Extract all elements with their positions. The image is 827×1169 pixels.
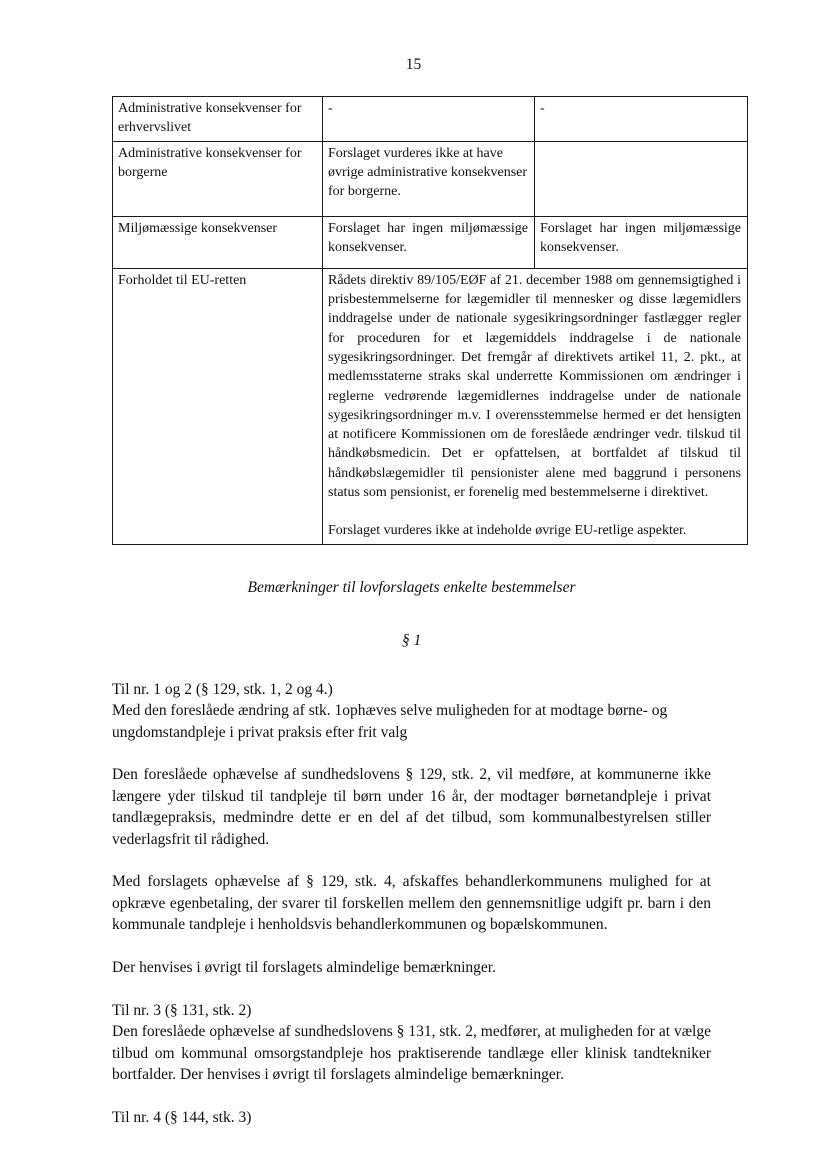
row-value-cell: Forslaget vurderes ikke at have øvrige administrative konsekvenser for borgerne. — [323, 141, 535, 216]
row-label-cell: Miljømæssige konsekvenser — [113, 216, 323, 268]
block-heading: Til nr. 4 (§ 144, stk. 3) — [112, 1108, 252, 1126]
body-text — [112, 679, 711, 1129]
section-title: Bemærkninger til lovforslagets enkelte bestemmelser — [247, 578, 576, 596]
page-number: 15 — [405, 56, 422, 73]
row-value-cell — [535, 141, 748, 216]
paragraph: Med den foreslåede ændring af stk. 1ophæves selve muligheden for at modtage børne- og ungdomstandpleje i privat praksis efter frit valg — [112, 702, 668, 741]
row-merged-value-cell — [323, 268, 748, 544]
paragraph: Den foreslåede ophævelse af sundhedslovens § 129, stk. 2, vil medføre, at kommunerne ikke længere yder tilskud til tandpleje til børn under 16 år, der modtager børnetandpleje i privat tandlægepraksis, medmindre dette er en del af det tilbud, som kommunalbestyrelsen stiller vederlagsfrit til rådighed. — [112, 766, 711, 848]
block-heading: Til nr. 3 (§ 131, stk. 2) — [112, 1001, 252, 1019]
row-value-cell: Forslaget har ingen miljømæssige konsekvenser. — [323, 216, 535, 268]
eu-law-paragraph: Rådets direktiv 89/105/EØF af 21. december 1988 om gennemsigtighed i prisbestemmelserne for lægemidler til mennesker og disse lægemidlers inddragelse under de nationale sygesikringsordninger fastlægger regler for proceduren for et lægemiddels inddragelse i de nationale sygesikringsordninger. Det fremgår af direktivets artikel 11, 2. pkt., at medlemsstaterne straks skal underrette Kommissionen om ændringer i reglerne vedrørende lægemidlernes inddragelse under de nationale sygesikringsordninger m.v. I overensstemmelse hermed er det hensigten at notificere Kommissionen om de foreslåede ændringer vedr. tilskud til håndkøbsmedicin. Det er opfattelsen, at bortfaldet af tilskud til håndkøbslægemidler til pensionister alene med baggrund i personens status som pensionist, er forenelig med bestemmelserne i direktivet. — [328, 272, 741, 501]
row-label-cell: Administrative konsekvenser for borgerne — [113, 141, 323, 216]
paragraph: Den foreslåede ophævelse af sundhedslovens § 131, stk. 2, medfører, at muligheden for at vælge tilbud om kommunal omsorgstandpleje hos praktiserende tandlæge eller klinisk tandtekniker bortfalder. Der henvises i øvrigt til forslagets almindelige bemærkninger. — [112, 1023, 711, 1084]
row-value-cell: - — [535, 97, 748, 142]
table-row — [113, 216, 748, 268]
eu-law-conclusion: Forslaget vurderes ikke at indeholde øvrige EU-retlige aspekter. — [328, 523, 687, 539]
block-heading: Til nr. 1 og 2 (§ 129, stk. 1, 2 og 4.) — [112, 680, 333, 698]
paragraph: Der henvises i øvrigt til forslagets almindelige bemærkninger. — [112, 959, 496, 976]
page-content — [112, 96, 741, 1128]
row-value-cell: Forslaget har ingen miljømæssige konsekvenser. — [535, 216, 748, 268]
table-row — [113, 97, 748, 142]
table-row — [113, 268, 748, 544]
row-label-cell: Forholdet til EU-retten — [113, 268, 323, 544]
section-symbol: § 1 — [401, 631, 422, 649]
row-label-cell: Administrative konsekvenser for erhvervslivet — [113, 97, 323, 142]
row-value-cell: - — [323, 97, 535, 142]
table-row — [113, 141, 748, 216]
paragraph: Med forslagets ophævelse af § 129, stk. 4, afskaffes behandlerkommunens mulighed for at opkræve egenbetaling, der svarer til forskellen mellem den gennemsnitlige udgift pr. barn i den kommunale tandpleje i henholdsvis behandlerkommunen og bopælskommunen. — [112, 873, 711, 934]
consequences-table — [112, 96, 748, 545]
